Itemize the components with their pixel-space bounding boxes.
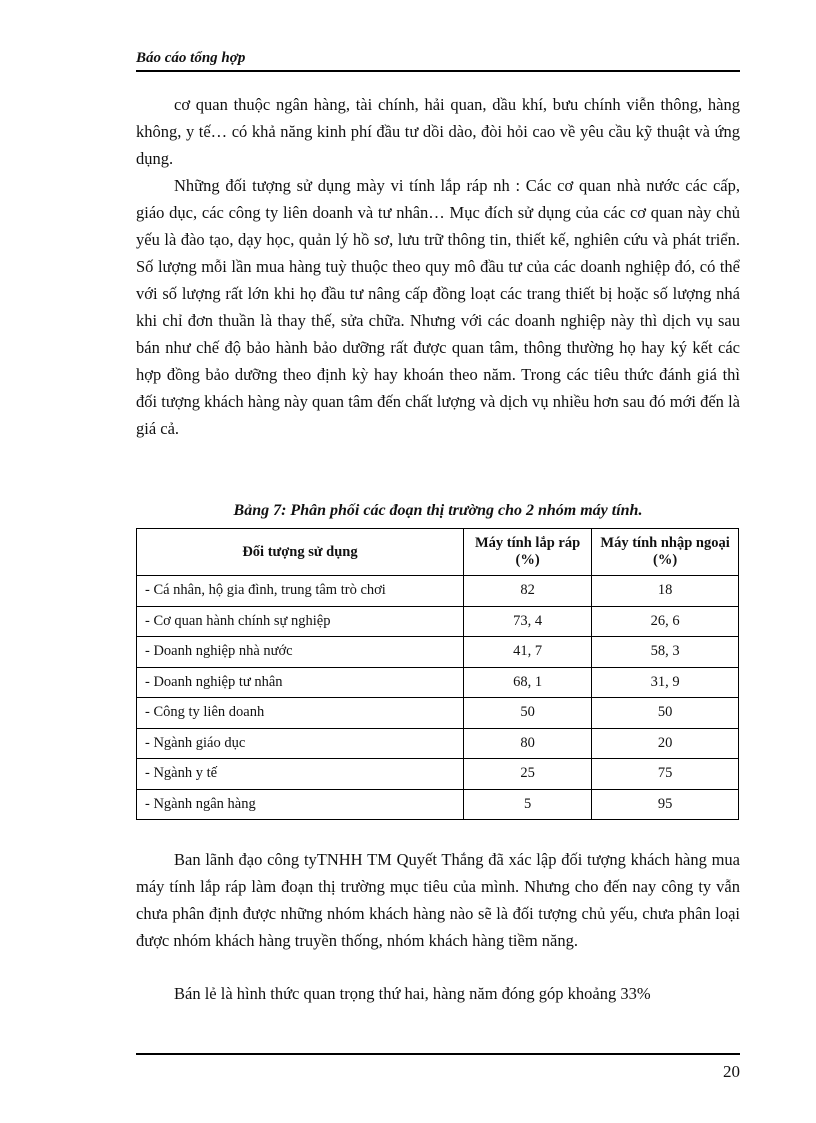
table-row xyxy=(137,637,739,668)
distribution-table xyxy=(136,528,739,820)
imported-value: 58, 3 xyxy=(592,637,739,668)
imported-value: 95 xyxy=(592,789,739,820)
paragraph-4 xyxy=(136,980,740,1007)
header-cell-assembled: Máy tính lắp ráp (%) xyxy=(463,529,591,576)
row-label: - Doanh nghiệp nhà nước xyxy=(137,637,464,668)
assembled-value: 41, 7 xyxy=(463,637,591,668)
table-header-row xyxy=(137,529,739,576)
page-header xyxy=(136,48,740,72)
imported-value: 75 xyxy=(592,759,739,790)
assembled-value: 82 xyxy=(463,576,591,607)
table-caption: Bảng 7: Phân phối các đoạn thị trường cho 2 nhóm máy tính. xyxy=(233,502,643,519)
row-label: - Công ty liên doanh xyxy=(137,698,464,729)
row-label: - Cơ quan hành chính sự nghiệp xyxy=(137,606,464,637)
table-row xyxy=(137,789,739,820)
paragraph-1 xyxy=(136,91,740,172)
table-row xyxy=(137,576,739,607)
paragraph-2-text: Những đối tượng sử dụng mày vi tính lắp ráp nh : Các cơ quan nhà nước các cấp, giáo dục, các công ty liên doanh và tư nhân… Mục đích sử dụng của các cơ quan này chủ yếu là đào tạo, dạy học, quản lý hồ sơ, lưu trữ thông tin, thiết kế, nghiên cứu và phát triển. Số lượng mỗi lần mua hàng tuỳ thuộc theo quy mô đầu tư của các doanh nghiệp đó, có thể với số lượng rất lớn khi họ đầu tư nâng cấp đồng loạt các trang thiết bị hoặc số lượng nhá khi chỉ đơn thuần là thay thế, sửa chữa. Nhưng với các doanh nghiệp này thì dịch vụ sau bán như chế độ bảo hành bảo dưỡng rất được quan tâm, thông thường họ hay ký kết các hợp đồng bảo dưỡng theo định kỳ hay khoán theo năm. Trong các tiêu thức đánh giá thì đối tượng khách hàng này quan tâm đến chất lượng và dịch vụ nhiều hơn sau đó mới đến là giá cả. xyxy=(136,176,740,438)
table-row xyxy=(137,728,739,759)
assembled-value: 50 xyxy=(463,698,591,729)
paragraph-2 xyxy=(136,172,740,442)
imported-value: 18 xyxy=(592,576,739,607)
table-row xyxy=(137,698,739,729)
assembled-value: 25 xyxy=(463,759,591,790)
header-cell-target: Đối tượng sử dụng xyxy=(137,529,464,576)
row-label: - Ngành ngân hàng xyxy=(137,789,464,820)
imported-value: 26, 6 xyxy=(592,606,739,637)
row-label: - Cá nhân, hộ gia đình, trung tâm trò chơi xyxy=(137,576,464,607)
paragraph-3 xyxy=(136,846,740,954)
imported-value: 31, 9 xyxy=(592,667,739,698)
table-row xyxy=(137,606,739,637)
paragraph-3-text: Ban lãnh đạo công tyTNHH TM Quyết Thắng đã xác lập đối tượng khách hàng mua máy tính lắp ráp làm đoạn thị trường mục tiêu của mình. Nhưng cho đến nay công ty vẫn chưa phân định được những nhóm khách hàng nào sẽ là đối tượng chủ yếu, chưa phân loại được nhóm khách hàng truyền thống, nhóm khách hàng tiềm năng. xyxy=(136,850,740,950)
paragraph-1-text: cơ quan thuộc ngân hàng, tài chính, hải quan, dầu khí, bưu chính viễn thông, hàng không, y tế… có khả năng kinh phí đầu tư dồi dào, đòi hỏi cao về yêu cầu kỹ thuật và ứng dụng. xyxy=(136,95,740,168)
footer-divider xyxy=(136,1053,740,1055)
page-number: 20 xyxy=(723,1062,740,1081)
assembled-value: 80 xyxy=(463,728,591,759)
paragraph-4-text: Bán lẻ là hình thức quan trọng thứ hai, hàng năm đóng góp khoảng 33% xyxy=(174,984,651,1003)
table-row xyxy=(137,667,739,698)
header-cell-imported: Máy tính nhập ngoại (%) xyxy=(592,529,739,576)
imported-value: 50 xyxy=(592,698,739,729)
row-label: - Doanh nghiệp tư nhân xyxy=(137,667,464,698)
row-label: - Ngành giáo dục xyxy=(137,728,464,759)
assembled-value: 68, 1 xyxy=(463,667,591,698)
header-title: Báo cáo tổng hợp xyxy=(136,50,246,66)
assembled-value: 5 xyxy=(463,789,591,820)
row-label: - Ngành y tế xyxy=(137,759,464,790)
table-row xyxy=(137,759,739,790)
imported-value: 20 xyxy=(592,728,739,759)
assembled-value: 73, 4 xyxy=(463,606,591,637)
